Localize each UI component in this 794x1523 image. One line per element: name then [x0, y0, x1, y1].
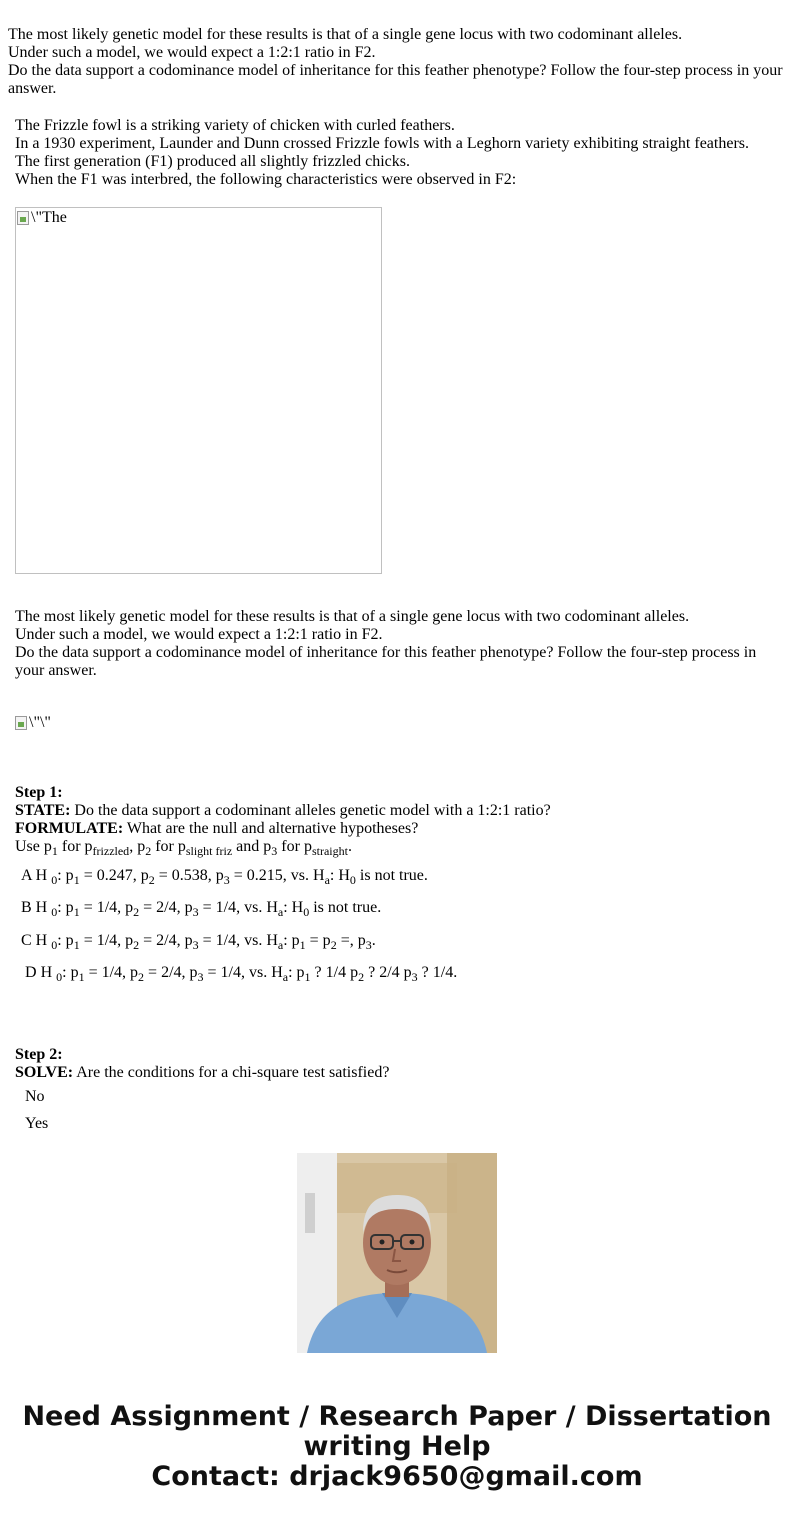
answer-option-d[interactable]: D H $_0$: $p_1 = 1/4$, $p_2 = 2/4$, $p_3 = 1/4$, vs. $H_a$: $p_1$ ? 1/4 $p_2$ ? 2/4 $p_3$ ? 1/4. — [25, 964, 458, 984]
data-table-image — [15, 207, 382, 574]
question-line: your answer. — [15, 662, 97, 679]
question-paragraph — [15, 117, 749, 189]
step2-block — [15, 1046, 389, 1082]
answer-option-no[interactable]: No — [25, 1088, 45, 1105]
answer-option-a[interactable]: A H $_0$: $p_1 = 0.247$, $p_2 = 0.538$, $p_3 = 0.215$, vs. $H_a$: $H_0$ is not true. — [21, 867, 428, 887]
intro-block — [8, 26, 783, 98]
answer-option-c[interactable]: C H $_0$: $p_1 = 1/4$, $p_2 = 2/4$, $p_3 = 1/4$, vs. $H_a$: $p_1 = p_2$ =, $p_3$. — [21, 932, 376, 952]
image-alt-text: \"The — [31, 209, 67, 226]
question-line: When the F1 was interbred, the following characteristics were observed in F2: — [15, 171, 517, 188]
formulate-line: FORMULATE: What are the null and alternative hypotheses? — [15, 820, 419, 837]
question-repeat — [15, 608, 756, 680]
question-line: In a 1930 experiment, Launder and Dunn crossed Frizzle fowls with a Leghorn variety exhibiting straight feathers. — [15, 135, 749, 152]
promo-line: writing Help — [303, 1431, 491, 1462]
tutor-avatar — [297, 1153, 497, 1353]
use-line: Use $p_1$ for $p_{frizzled}$, $p_2$ for $p_{slight friz}$ and $p_3$ for $p_{straight}$. — [15, 838, 352, 858]
step2-title: Step 2: — [15, 1046, 63, 1063]
question-line: Under such a model, we would expect a 1:2:1 ratio in F2. — [15, 626, 383, 643]
promo-contact[interactable]: Contact: drjack9650@gmail.com — [151, 1461, 643, 1492]
state-line: STATE: Do the data support a codominant alleles genetic model with a 1:2:1 ratio? — [15, 802, 551, 819]
answer-option-b[interactable]: B H $_0$: $p_1 = 1/4$, $p_2 = 2/4$, $p_3 = 1/4$, vs. $H_a$: $H_0$ is not true. — [21, 899, 382, 919]
broken-image-icon — [17, 209, 67, 227]
step1-title: Step 1: — [15, 784, 63, 801]
intro-line: answer. — [8, 80, 57, 97]
promo-banner — [0, 1402, 794, 1492]
answer-option-yes[interactable]: Yes — [25, 1115, 49, 1132]
question-line: The first generation (F1) produced all slightly frizzled chicks. — [15, 153, 410, 170]
tutor-portrait — [297, 1153, 497, 1353]
intro-line: Do the data support a codominance model of inheritance for this feather phenotype? Follow the four-step process in your — [8, 62, 783, 79]
question-line: The Frizzle fowl is a striking variety of chicken with curled feathers. — [15, 117, 455, 134]
image-alt-text: \"\" — [29, 714, 51, 731]
question-line: The most likely genetic model for these results is that of a single gene locus with two codominant alleles. — [15, 608, 690, 625]
intro-line: The most likely genetic model for these results is that of a single gene locus with two codominant alleles. — [8, 26, 683, 43]
broken-image-icon — [15, 714, 51, 732]
step1-block — [15, 784, 551, 856]
question-line: Do the data support a codominance model of inheritance for this feather phenotype? Follow the four-step process in — [15, 644, 757, 661]
promo-line: Need Assignment / Research Paper / Dissertation — [22, 1401, 772, 1432]
intro-line: Under such a model, we would expect a 1:2:1 ratio in F2. — [8, 44, 376, 61]
solve-line: SOLVE: Are the conditions for a chi-square test satisfied? — [15, 1064, 390, 1081]
step2-options-clip — [0, 1080, 794, 1132]
